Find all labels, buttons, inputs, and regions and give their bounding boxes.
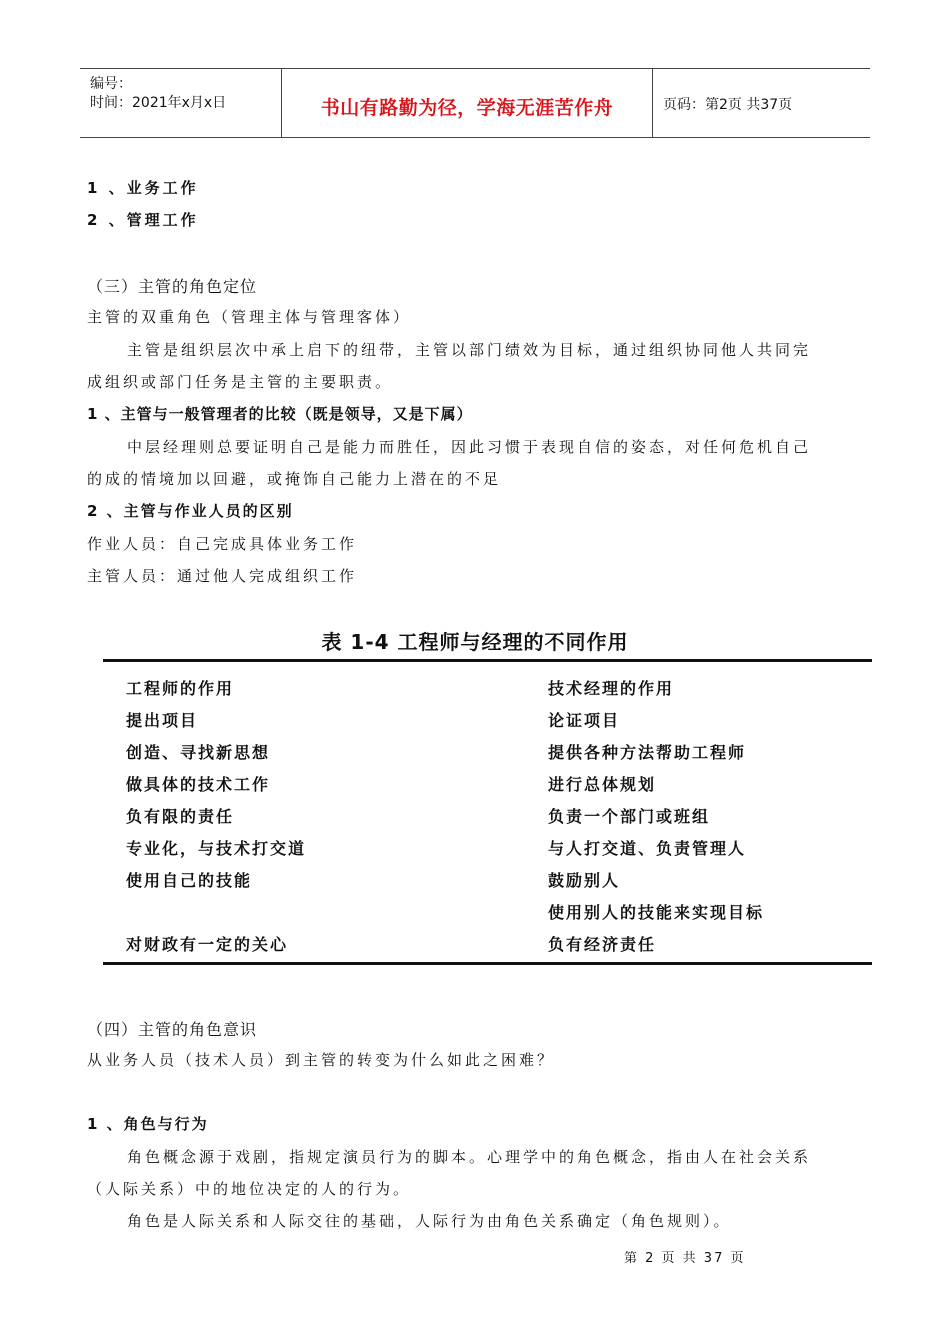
- table-left-header: 工程师的作用: [126, 679, 235, 698]
- table-right-header: 技术经理的作用: [548, 679, 675, 698]
- table-left-cell: 负有限的责任: [126, 807, 235, 826]
- list-item-management: 2 、管理工作: [87, 211, 199, 229]
- paragraph-4: 角色是人际关系和人际交往的基础，人际行为由角色关系确定（角色规则）。: [127, 1212, 732, 1230]
- table-title: 表 1-4 工程师与经理的不同作用: [321, 630, 629, 654]
- table-left-cell: 使用自己的技能: [126, 871, 253, 890]
- header-right-cell: [653, 69, 870, 137]
- table-right-cell: 负责一个部门或班组: [548, 807, 711, 826]
- page-header: [80, 68, 870, 138]
- table-right-cell: 与人打交道、负责管理人: [548, 839, 747, 858]
- paragraph-1-line-1: 主管是组织层次中承上启下的纽带，主管以部门绩效为目标，通过组织协同他人共同完: [127, 341, 812, 359]
- subheading-1: 1 、主管与一般管理者的比较（既是领导，又是下属）: [87, 405, 473, 423]
- manager-line: 主管人员：通过他人完成组织工作: [87, 567, 358, 585]
- table-right-cell: 论证项目: [548, 711, 621, 730]
- subheading-2: 2 、主管与作业人员的区别: [87, 502, 294, 520]
- subheading-3: 1 、角色与行为: [87, 1115, 209, 1133]
- dual-role-line: 主管的双重角色（管理主体与管理客体）: [87, 308, 412, 326]
- paragraph-3-line-2: （人际关系）中的地位决定的人的行为。: [87, 1180, 412, 1198]
- paragraph-2-line-2: 的成的情境加以回避，或掩饰自己能力上潜在的不足: [87, 470, 502, 488]
- table-left-cell: 创造、寻找新思想: [126, 743, 271, 762]
- table-top-rule: [103, 659, 872, 662]
- page-footer: 第 2 页 共 37 页: [624, 1251, 746, 1266]
- header-left-cell: [80, 69, 282, 137]
- date-line: 时间：2021年x月x日: [90, 95, 227, 111]
- table-left-cell: 提出项目: [126, 711, 199, 730]
- table-left-cell: 对财政有一定的关心: [126, 935, 289, 954]
- paragraph-2-line-1: 中层经理则总要证明自己是能力而胜任，因此习惯于表现自信的姿态，对任何危机自己: [127, 438, 812, 456]
- table-right-cell: 鼓励别人: [548, 871, 621, 890]
- motto: 书山有路勤为径，学海无涯苦作舟: [320, 97, 614, 119]
- serial-label: 编号：: [90, 76, 132, 92]
- paragraph-1-line-2: 成组织或部门任务是主管的主要职责。: [87, 373, 394, 391]
- paragraph-3-line-1: 角色概念源于戏剧，指规定演员行为的脚本。心理学中的角色概念，指由人在社会关系: [127, 1148, 812, 1166]
- table-left-cell: 专业化，与技术打交道: [126, 839, 307, 858]
- header-center-cell: [282, 69, 653, 137]
- list-item-business: 1 、业务工作: [87, 179, 199, 197]
- worker-line: 作业人员：自己完成具体业务工作: [87, 535, 358, 553]
- table-right-cell: 进行总体规划: [548, 775, 657, 794]
- table-right-cell: 提供各种方法帮助工程师: [548, 743, 747, 762]
- question-line: 从业务人员（技术人员）到主管的转变为什么如此之困难？: [87, 1051, 556, 1069]
- table-left-cell: 做具体的技术工作: [126, 775, 271, 794]
- table-right-cell: 使用别人的技能来实现目标: [548, 903, 765, 922]
- section-title-3: （三）主管的角色定位: [87, 277, 258, 296]
- table-right-cell: 负有经济责任: [548, 935, 657, 954]
- table-bottom-rule: [103, 962, 872, 965]
- section-title-4: （四）主管的角色意识: [87, 1020, 258, 1039]
- page-info: 页码：第2页 共37页: [663, 97, 793, 113]
